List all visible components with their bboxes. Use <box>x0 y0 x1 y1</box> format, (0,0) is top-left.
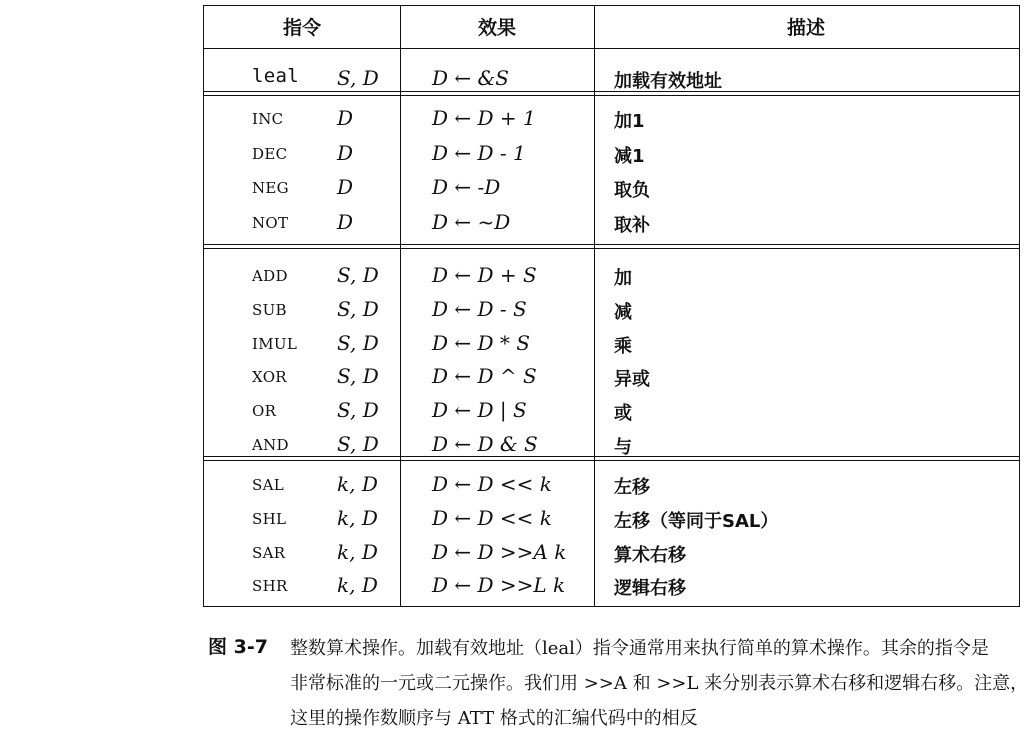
group-divider <box>204 244 1019 249</box>
instruction-mnemonic: leal <box>252 65 299 87</box>
instruction-table <box>203 5 1020 607</box>
instruction-mnemonic: SAL <box>252 476 284 494</box>
instruction-operands: S, D <box>337 398 379 423</box>
instruction-effect: D ← D & S <box>432 432 538 456</box>
caption-line: 非常标准的一元或二元操作。我们用 >>A 和 >>L 来分别表示算术右移和逻辑右移。注意， <box>290 673 1029 694</box>
instruction-effect: D ← D - 1 <box>432 140 526 165</box>
group-divider <box>204 91 1019 96</box>
instruction-description: 异或 <box>614 369 650 391</box>
caption-line: 这里的操作数顺序与 ATT 格式的汇编代码中的相反 <box>290 708 698 729</box>
instruction-operands: S, D <box>337 330 379 355</box>
instruction-description: 加载有效地址 <box>614 71 722 92</box>
group-divider <box>204 456 1019 461</box>
column-divider <box>594 6 595 606</box>
instruction-mnemonic: ADD <box>252 267 288 285</box>
header-divider <box>204 48 1019 49</box>
instruction-operands: S, D <box>337 66 379 90</box>
instruction-operands: D <box>337 175 354 199</box>
instruction-description: 减 <box>614 301 632 323</box>
column-divider <box>400 6 401 606</box>
instruction-mnemonic: XOR <box>252 368 287 387</box>
instruction-mnemonic: SHR <box>252 577 288 596</box>
instruction-mnemonic: INC <box>252 110 284 128</box>
instruction-effect: D ← D << k <box>432 472 552 496</box>
instruction-operands: S, D <box>337 263 379 287</box>
instruction-operands: S, D <box>337 364 379 389</box>
instruction-effect: D ← D >>A k <box>432 539 567 564</box>
instruction-mnemonic: SHL <box>252 509 287 528</box>
instruction-effect: D ← D | S <box>432 398 527 423</box>
instruction-description: 左移（等同于SAL） <box>614 510 779 532</box>
instruction-description: 乘 <box>614 335 632 357</box>
instruction-operands: S, D <box>337 432 379 456</box>
instruction-description: 或 <box>614 403 632 425</box>
instruction-operands: D <box>337 106 354 130</box>
header-instruction: 指令 <box>282 17 321 39</box>
instruction-effect: D ← &S <box>432 66 510 90</box>
instruction-effect: D ← D - S <box>432 296 527 321</box>
caption-line: 整数算术操作。加载有效地址（leal）指令通常用来执行简单的算术操作。其余的指令是 <box>290 638 989 659</box>
instruction-mnemonic: DEC <box>252 144 288 163</box>
instruction-effect: D ← D ^ S <box>432 364 537 389</box>
instruction-operands: k, D <box>337 539 378 564</box>
instruction-description: 取负 <box>614 180 650 201</box>
instruction-description: 加 <box>614 268 632 289</box>
instruction-operands: k, D <box>337 472 378 496</box>
instruction-description: 算术右移 <box>614 544 686 566</box>
instruction-mnemonic: OR <box>252 402 277 421</box>
instruction-mnemonic: IMUL <box>252 334 298 353</box>
instruction-mnemonic: NOT <box>252 213 289 232</box>
instruction-mnemonic: SAR <box>252 543 286 562</box>
instruction-effect: D ← ~D <box>432 209 511 234</box>
instruction-effect: D ← D + 1 <box>432 106 536 130</box>
instruction-operands: k, D <box>337 573 378 598</box>
instruction-description: 与 <box>614 437 632 458</box>
header-description: 描述 <box>786 17 825 39</box>
instruction-mnemonic: SUB <box>252 300 287 319</box>
instruction-operands: k, D <box>337 505 378 530</box>
instruction-effect: D ← D + S <box>432 263 537 287</box>
instruction-description: 左移 <box>614 477 650 498</box>
figure-label: 图 3-7 <box>208 636 268 658</box>
instruction-effect: D ← D >>L k <box>432 573 566 598</box>
instruction-effect: D ← D * S <box>432 330 530 355</box>
instruction-operands: D <box>337 209 354 234</box>
header-effect: 效果 <box>477 17 516 39</box>
instruction-description: 加1 <box>614 111 645 132</box>
instruction-operands: D <box>337 140 354 165</box>
instruction-description: 减1 <box>614 145 645 167</box>
instruction-effect: D ← D << k <box>432 505 552 530</box>
instruction-operands: S, D <box>337 296 379 321</box>
instruction-effect: D ← -D <box>432 175 501 199</box>
instruction-mnemonic: NEG <box>252 179 289 197</box>
instruction-description: 取补 <box>614 214 650 236</box>
instruction-description: 逻辑右移 <box>614 578 686 600</box>
instruction-mnemonic: AND <box>252 436 289 454</box>
